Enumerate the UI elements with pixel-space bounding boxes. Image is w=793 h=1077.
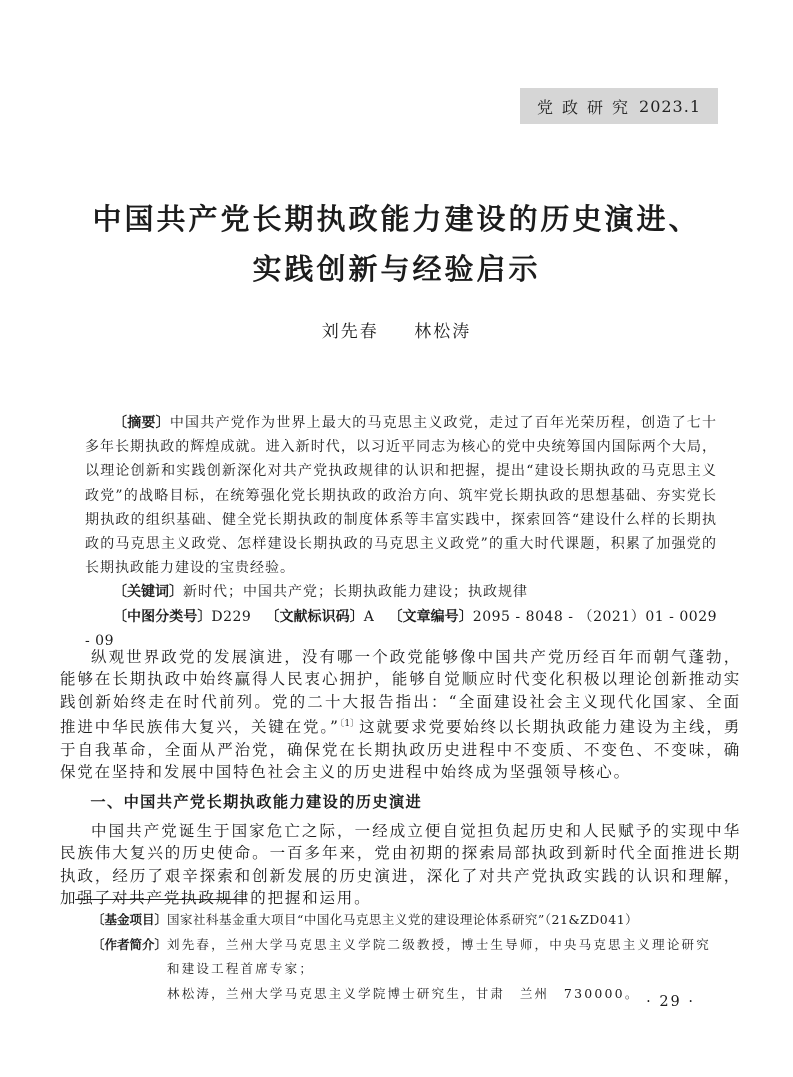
fund-project-text: 国家社科基金重大项目“中国化马克思主义党的建设理论体系研究”（21&ZD041） bbox=[167, 912, 639, 927]
citation-ref-1: 〔1〕 bbox=[339, 719, 360, 730]
author-bio-line: 和建设工程首席专家； bbox=[167, 961, 315, 976]
body-paragraph-1-text: 纵观世界政党的发展演进，没有哪一个政党能够像中国共产党历经百年而朝气蓬勃，能够在长期执政中始终赢得人民衷心拥护，能够自觉顺应时代变化积极以理论创新推动实践创新始终走在时代前列。党的二十大报告指出：“全面建设社会主义现代化国家、全面推进中华民族伟大复兴，关键在党。” bbox=[60, 648, 741, 737]
article-body bbox=[60, 646, 741, 909]
page-number: · 29 · bbox=[646, 994, 695, 1010]
doc-code-label: 〔文献标识码〕 bbox=[265, 608, 364, 625]
footnote-divider bbox=[75, 899, 247, 900]
journal-header-badge bbox=[520, 88, 718, 124]
doc-code-value: A bbox=[363, 608, 375, 625]
abstract-paragraph bbox=[85, 411, 717, 580]
body-paragraph-1 bbox=[60, 646, 741, 783]
article-id-label: 〔文章编号〕 bbox=[388, 608, 473, 625]
author-name: 林松涛 bbox=[414, 322, 472, 342]
keywords-text: 新时代；中国共产党；长期执政能力建设；执政规律 bbox=[183, 584, 528, 601]
author-bio-note bbox=[92, 933, 734, 1007]
author-bio-line: 林松涛，兰州大学马克思主义学院博士研究生，甘肃 兰州 730000。 bbox=[167, 985, 640, 1001]
fund-project-note bbox=[92, 908, 734, 933]
footnotes bbox=[92, 908, 734, 1006]
clc-value: D229 bbox=[211, 608, 252, 625]
abstract-text: 中国共产党作为世界上最大的马克思主义政党，走过了百年光荣历程，创造了七十多年长期执政的辉煌成就。进入新时代，以习近平同志为核心的党中央统筹国内国际两个大局，以理论创新和实践创新深化对共产党执政规律的认识和把握，提出“建设长期执政的马克思主义政党”的战略目标，在统筹强化党长期执政的政治方向、筑牢党长期执政的思想基础、夯实党长期执政的组织基础、健全党长期执政的制度体系等丰富实践中，探索回答“建设什么样的长期执政的马克思主义政党、怎样建设长期执政的马克思主义政党”的重大时代课题，积累了加强党的长期执政能力建设的宝贵经验。 bbox=[85, 415, 718, 577]
article-title-line1: 中国共产党长期执政能力建设的历史演进、 bbox=[92, 202, 701, 236]
journal-issue: 2023.1 bbox=[639, 96, 701, 116]
article-id-value: 2095 - 8048 - （2021）01 - 0029 - 09 bbox=[85, 608, 718, 649]
article-title bbox=[0, 194, 793, 294]
clc-label: 〔中图分类号〕 bbox=[113, 608, 212, 625]
keywords-line bbox=[85, 580, 717, 604]
article-title-line2: 实践创新与经验启示 bbox=[252, 252, 541, 286]
body-paragraph-2: 中国共产党诞生于国家危亡之际，一经成立便自觉担负起历史和人民赋予的实现中华民族伟大复兴的历史使命。一百多年来，党由初期的探索局部执政到新时代全面推进长期执政，经历了艰辛探索和创新发展的历史演进，深化了对共产党执政实践的认识和理解，加强了对共产党执政规律的把握和运用。 bbox=[60, 821, 741, 908]
front-matter bbox=[85, 411, 717, 653]
author-byline bbox=[0, 317, 793, 342]
section-1-heading: 一、中国共产党长期执政能力建设的历史演进 bbox=[90, 793, 423, 812]
author-name: 刘先春 bbox=[321, 322, 379, 342]
fund-project-label: 〔基金项目〕 bbox=[92, 912, 168, 927]
author-bio-label: 〔作者简介〕 bbox=[92, 936, 168, 952]
keywords-label: 〔关键词〕 bbox=[113, 584, 183, 601]
abstract-label: 〔摘要〕 bbox=[113, 415, 170, 431]
body-paragraph-1-text-continued: 这就要求党要始终以长期执政能力建设为主线，勇于自我革命，全面从严治党，确保党在长期执政历史进程中不变质、不变色、不变味，确保党在坚持和发展中国特色社会主义的历史进程中始终成为坚强领导核心。 bbox=[60, 718, 741, 782]
author-bio-line: 刘先春，兰州大学马克思主义学院二级教授，博士生导师，中央马克思主义理论研究 bbox=[167, 936, 711, 952]
journal-name: 党政研究 bbox=[537, 97, 638, 117]
